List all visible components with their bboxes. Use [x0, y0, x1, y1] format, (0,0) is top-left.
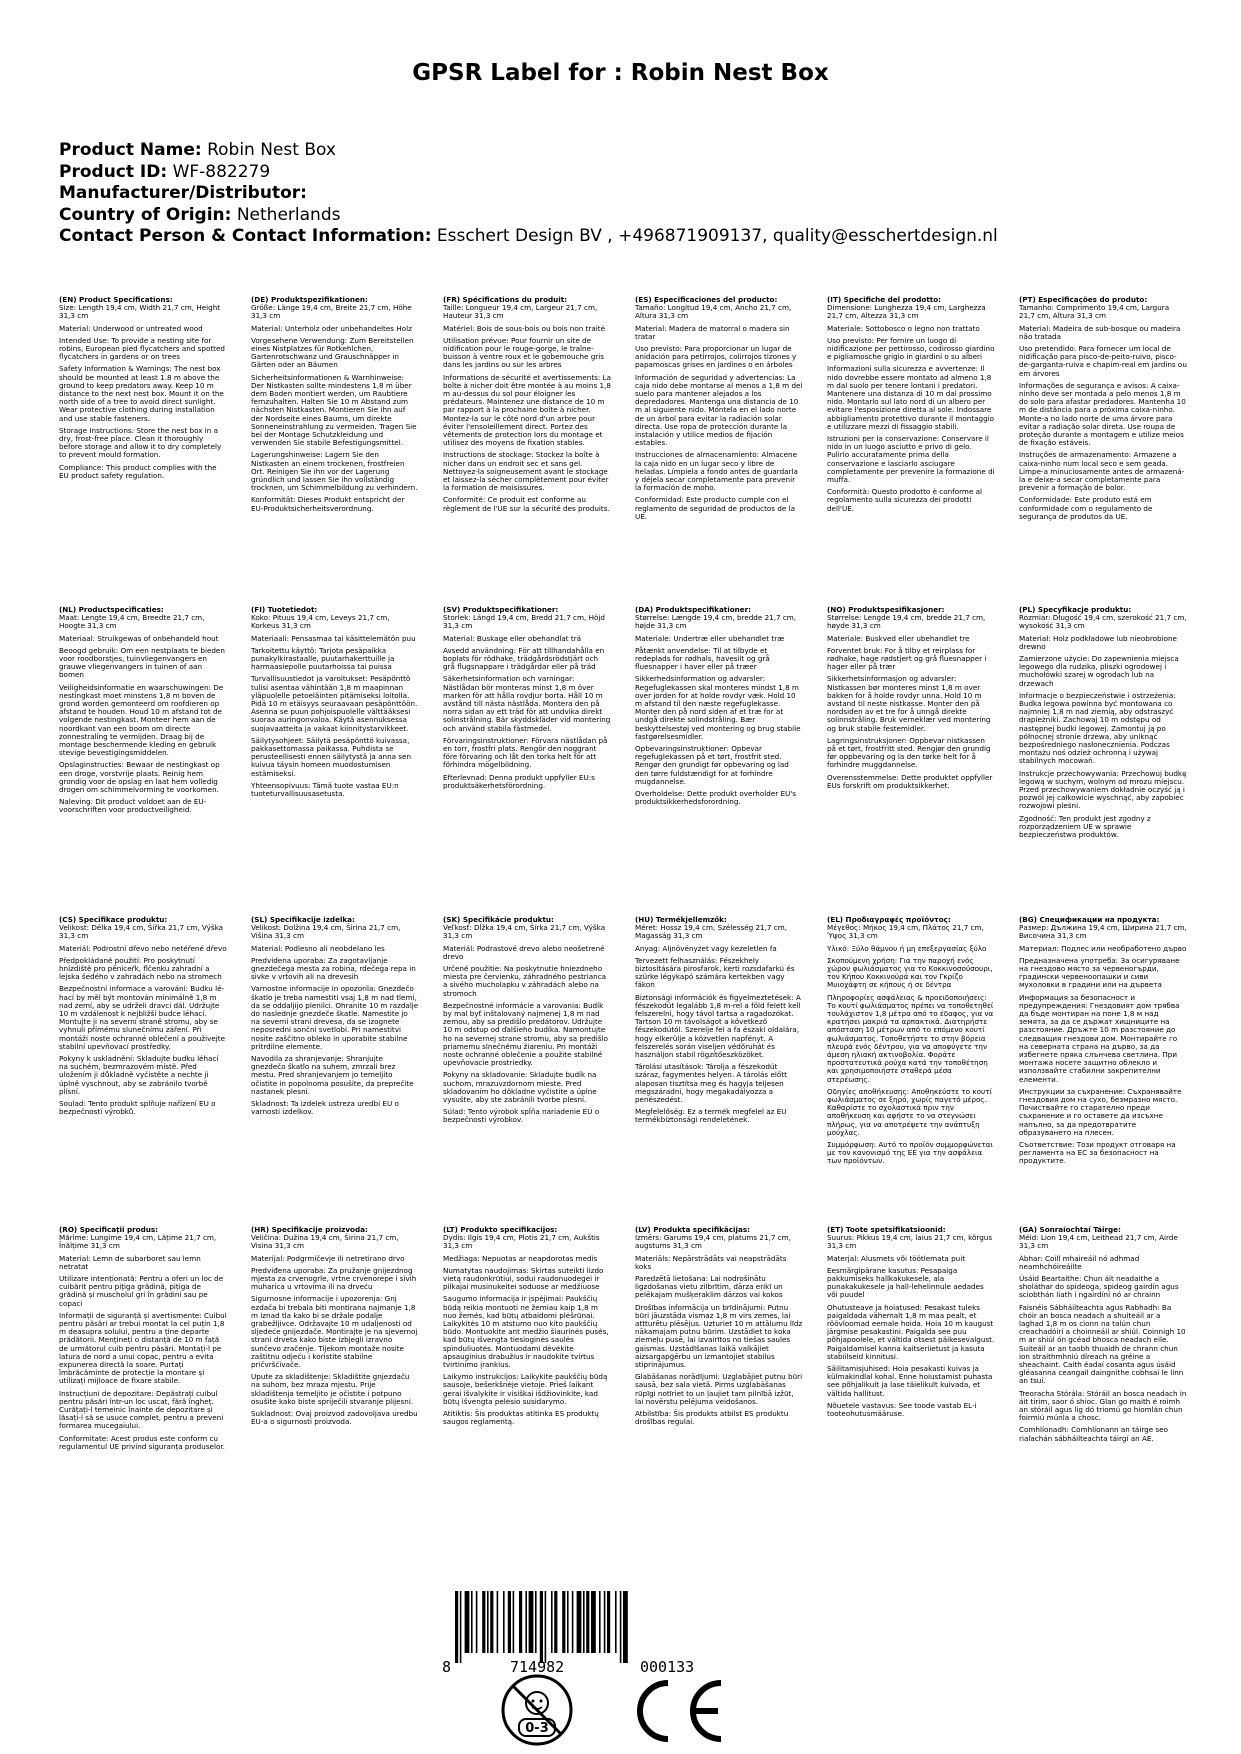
language-paragraph: Instrucciones de almacenamiento: Almacene la caja nido en un lugar seco y libre de heladas. Límpiela a fondo antes de guardarla y déjela secar completamente para prevenir la formación de moho.: [635, 450, 798, 493]
barcode-bar: [551, 1591, 553, 1653]
language-paragraph: Soulad: Tento produkt splňuje nařízení EU o bezpečnosti výrobků.: [59, 1099, 216, 1117]
language-paragraph: Materiāls: Nepārstrādāts vai neapstrādāts koks: [635, 1253, 787, 1271]
language-paragraph: Ohutusteave ja hoiatused: Pesakast tuleks paigaldada vähemalt 1,8 m maa pealt, et röövloomad eemale hoida. Hoia 10 m kaugust järgmise pesakastini. Paigalda see puu põhjapoolele, et vältida otsest päikesevalgust. Paigaldamisel kanna kaitseriietust ja kasuta stabiilseid kinnitusi.: [827, 1302, 995, 1361]
product-info-row: [59, 226, 1189, 248]
language-paragraph: Informações de segurança e avisos: A caixa-ninho deve ser montada a pelo menos 1,8 m do solo para afastar predadores. Mantenha 10 m de distância para a próxima caixa-ninho. Monte-a no lado norte de uma árvore para evitar a radiação solar direta. Use roupa de proteção durante a montagem e utilize meios de fixação estáveis.: [1019, 380, 1186, 448]
barcode-bar: [535, 1591, 537, 1653]
language-paragraph: Storlek: Längd 19,4 cm, Bredd 21,7 cm, Höjd 31,3 cm: [443, 613, 605, 631]
language-heading: (DA) Produktspecifikationer:: [635, 606, 752, 614]
barcode-bar: [460, 1591, 462, 1663]
language-block: [1019, 916, 1187, 1206]
language-paragraph: Vorgesehene Verwendung: Zum Bereitstellen eines Nistplatzes für Rotkehlchen, Gartenrotschwanz und Grauschnäpper in Gärten oder an Bäumen: [251, 335, 414, 370]
language-paragraph: Treoracha Stórála: Stóráil an bosca neadach in áit tirim, saor ó shioc. Glan go maith é roimh an stóráil agus lig dó triomú go hiomlán chun foirmiú múnla a chosc.: [1019, 1388, 1187, 1423]
language-heading: (LV) Produkta specifikācijas:: [635, 1226, 750, 1234]
language-paragraph: Compliance: This product complies with the EU product safety regulation.: [59, 462, 217, 480]
language-block: [251, 1226, 419, 1516]
language-paragraph: Yhteensopivuus: Tämä tuote vastaa EU:n tuoteturvallisuusasetusta.: [251, 780, 399, 799]
language-paragraph: Numatytas naudojimas: Skirtas suteikti lizdo vietą raudonkrūtiui, sodui raudonuodegei ir pilkajai musinukeitei soduose ar medžiuose: [443, 1265, 604, 1292]
language-paragraph: Materijal: Podgrmičevje ili netretirano drvo: [251, 1253, 405, 1263]
language-heading: (SK) Špecifikácie produktu:: [443, 916, 554, 924]
language-heading: (NO) Produktspesifikasjoner:: [827, 606, 945, 614]
language-heading: (RO) Specificații produs:: [59, 1226, 158, 1234]
language-paragraph: Veličina: Dužina 19,4 cm, Širina 21,7 cm, Visina 31,3 cm: [251, 1233, 399, 1251]
barcode-bar: [497, 1591, 499, 1653]
language-paragraph: Pokyny k uskladnění: Skladujte budku léhací na suchém, bezmrazovém místě. Před uložením ji důkladně vyčistěte a nechte ji úplně vyschnout, aby se zabránilo tvorbě plísní.: [59, 1054, 219, 1096]
barcode-bar: [503, 1591, 505, 1653]
language-heading: (CS) Specifikace produktu:: [59, 916, 168, 924]
barcode-bar: [604, 1591, 606, 1653]
language-paragraph: Koko: Pituus 19,4 cm, Leveys 21,7 cm, Korkeus 31,3 cm: [251, 613, 390, 631]
barcode-bar: [476, 1591, 478, 1653]
ce-mark-icon: [640, 1683, 721, 1739]
barcode-bar: [513, 1591, 515, 1653]
language-block: [1019, 1226, 1187, 1516]
language-paragraph: Información de seguridad y advertencias: La caja nido debe montarse al menos a 1,8 m del suelo para mantener alejados a los depredadores. Mantenga una distancia de 10 m al siguiente nido. Móntela en el lado norte de un árbol para evitar la radiación solar directa. Use ropa de protección durante la instalación y utilice medios de fijación estables.: [635, 372, 803, 448]
barcode-bar: [554, 1591, 557, 1653]
language-heading: (BG) Спецификации на продукта:: [1019, 916, 1160, 924]
language-heading: (GA) Sonraíochtaí Táirge:: [1019, 1226, 1121, 1234]
language-paragraph: Uso previsto: Para proporcionar un lugar de anidación para petirrojos, colirrojos tizones y papamoscas grises en jardines o en árboles: [635, 344, 797, 370]
language-paragraph: Materiale: Buskved eller ubehandlet tre: [827, 633, 970, 643]
language-heading: (FI) Tuotetiedot:: [251, 606, 318, 614]
barcode-digit-group: 8: [442, 1658, 452, 1676]
language-paragraph: Súlad: Tento výrobok spĺňa nariadenie EÚ o bezpečnosti výrobkov.: [443, 1107, 600, 1125]
language-paragraph: Méid: Lion 19,4 cm, Leithead 21,7 cm, Airde 31,3 cm: [1019, 1233, 1178, 1251]
language-paragraph: Saugumo informacija ir įspėjimai: Paukščių būdą reikia montuoti ne žemiau kaip 1,8 m nuo žemės, kad būtų atbaidomi plėšrūnai. Laikykitės 10 m atstumo nuo kito paukščių būdo. Montuokite ant medžio šiaurinės pusės, kad būtų išvengta tiesioginės saulės spinduliuotės. Montuodami dėvėkite apsauginius drabužius ir naudokite tvirtus tvirtinimo įrankius.: [443, 1294, 609, 1370]
language-paragraph: Säilytysohjeet: Säilytä pesäpönttö kuivassa, pakkasettomassa paikassa. Puhdista se perusteellisesti ennen säilytystä ja anna sen kuivua täysin homeen muodostumisen estämiseksi.: [251, 735, 412, 778]
language-heading: (LT) Produkto specifikacijos:: [443, 1226, 558, 1234]
product-info-value: Netherlands: [236, 204, 341, 225]
barcode-bar: [455, 1591, 458, 1663]
language-paragraph: Предназначена употреба: За осигуряване на гнездово място за червеногърди, градински червеноопашки и сиви мухоловки в градини или на дървета: [1019, 955, 1180, 990]
barcode-bar: [471, 1591, 473, 1653]
language-paragraph: Intended Use: To provide a nesting site for robins, European pied flycatchers and spotted flycatchers in gardens or on trees: [59, 335, 225, 362]
barcode-digit-group: 000133: [640, 1658, 695, 1676]
language-paragraph: Sikkerhedsinformation og advarsler: Regefuglekassen skal monteres mindst 1,8 m over jorden for at holde rovdyr væk. Hold 10 m afstand til den næste regefuglekasse. Monter den på nord siden af et træ for at undgå direkte solindstråling. Bær beskyttelsestøj ved montering og brug stabile fastgørelsesmidler.: [635, 674, 801, 741]
language-paragraph: Bezpečnostní informace a varování: Budku léhací by měl být montován minimálně 1,8 m nad zemí, aby se udrželi dravci dál. Udržujte 10 m vzdálenost k nejbližší budce léhací. Montujte ji na severní straně stromu, aby se vyhnuli přímému slunečnímu záření. Při montáži noste ochranné oblečení a použivejte stabilní upevňovací prostředky.: [59, 984, 226, 1051]
language-paragraph: Veľkosť: Dĺžka 19,4 cm, Šírka 21,7 cm, Výška 31,3 cm: [443, 923, 606, 941]
language-block: [443, 916, 611, 1206]
language-heading: (EL) Προδιαγραφές προϊόντος:: [827, 916, 951, 924]
language-block: [443, 1226, 611, 1516]
language-paragraph: Ábhar: Coill mhaireáil nó adhmad neamhchóireáilte: [1019, 1253, 1140, 1271]
product-info-row: [59, 140, 1189, 162]
language-paragraph: Atitiktis: Šis produktas atitinka ES produktų saugos reglamentą.: [443, 1409, 599, 1427]
barcode-bar: [599, 1591, 601, 1653]
language-paragraph: Anyag: Aljnövényzet vagy kezeletlen fa: [635, 943, 777, 953]
language-paragraph: Velikost: Dolžina 19,4 cm, Širina 21,7 cm, Višina 31,3 cm: [251, 923, 401, 941]
language-paragraph: Maat: Lengte 19,4 cm, Breedte 21,7 cm, Hoogte 31,3 cm: [59, 613, 205, 631]
language-heading: (ET) Toote spetsifikatsioonid:: [827, 1226, 946, 1234]
language-paragraph: Predviđena uporaba: Za pružanje gnijezdnog mjesta za crvenogrle, vrtne crvenorepe i sivih muharica u vrtovima ili na drveću: [251, 1265, 417, 1292]
language-block: [827, 1226, 995, 1516]
language-paragraph: Materiál: Podrastové drevo alebo neošetrené drevo: [443, 943, 605, 961]
language-paragraph: Varnostne informacije in opozorila: Gnezdečo škatlo je treba namestiti vsaj 1,8 m nad tlemi, da se oddaljijo plenilci. Ohranite 10 m razdalje do naslednje gnezdeče škatle. Namestite jo na severni strani drevesa, da se izognete neposredni sončni svetlobi. Pri namestitvi nosite zaščitno obleko in uporabite stabilne pritrdilne elemente.: [251, 984, 419, 1051]
language-paragraph: Určené použitie: Na poskytnutie hniezdneho miesta pre červienku, záhradného pestrianca a sivého mucholapku v záhradách alebo na stromoch: [443, 964, 607, 998]
language-heading: (EN) Product Specifications:: [59, 296, 173, 304]
language-paragraph: Materiał: Holz podkładowe lub nieobrobione drewno: [1019, 633, 1177, 651]
product-info-row: [59, 205, 1189, 227]
language-paragraph: Pokyny na skladovanie: Skladujte budík na suchom, mrazuvzdornom mieste. Pred skladovaním ho dôkladne vyčistite a úplne vysušte, aby ste zabránili tvorbe plesní.: [443, 1070, 597, 1105]
language-block: [59, 606, 227, 896]
language-paragraph: Material: Madera de matorral o madera sin tratar: [635, 323, 790, 341]
language-paragraph: Izmērs: Garums 19,4 cm, platums 21,7 cm, augstums 31,3 cm: [635, 1233, 791, 1251]
language-paragraph: Dimensione: Lunghezza 19,4 cm, Larghezza 21,7 cm, Altezza 31,3 cm: [827, 303, 986, 321]
language-paragraph: Eesmärgipärane kasutus: Pesapaiga pakkumiseks hallkakukesele, ala punakakukesele ja hall-lehelinnule aedades või puudel: [827, 1265, 984, 1300]
language-paragraph: Veiligheidsinformatie en waarschuwingen: De nestingkast moet minstens 1,8 m boven de grond worden gemonteerd om roofdieren op afstand te houden. Houd 10 m afstand tot de volgende nestingkast. Monteer hem aan de noordkant van een boom om directe zonnestraling te vermijden. Draag bij de montage beschermende kleding en gebruik stevige bevestigingsmiddelen.: [59, 682, 224, 758]
language-block: [59, 296, 227, 586]
language-paragraph: Lagringsinstruksjoner: Oppbevar nistkassen på et tørt, frostfritt sted. Rengjør den grundig før oppbevaring og la den tørke helt for å forhindre muggdannelse.: [827, 735, 991, 770]
language-paragraph: Instrukcje przechowywania: Przechowuj budkę legową w suchym, wolnym od mrozu miejscu. Przed przechowywaniem dokładnie oczyść ją i pozwól jej całkowicie wyschnąć, aby zapobiec rozwojowi pleśni.: [1019, 768, 1187, 811]
language-heading: (HR) Specifikacije proizvoda:: [251, 1226, 368, 1234]
language-block: [251, 916, 419, 1206]
language-paragraph: Zgodność: Ten produkt jest zgodny z rozporządzeniem UE w sprawie bezpieczeństwa produktów.: [1019, 813, 1151, 840]
barcode-bar: [519, 1591, 522, 1653]
language-paragraph: Navodila za shranjevanje: Shranjujte gnezdečo škatlo na suhem, zmrzali brez mestu. Pred shranjevanjem jo temeljito očistite in popolnoma posušite, da preprečite nastanek plesni.: [251, 1054, 414, 1096]
language-paragraph: Medžiaga: Nepuotas ar neapdorotas medis: [443, 1253, 598, 1263]
language-paragraph: Úsáid Beartaithe: Chun áit neadaithe a sholáthar do spideoga, spideog gairdín agus sciobthán liath i ngairdíní nó ar chrainn: [1019, 1274, 1179, 1300]
language-heading: (ES) Especificaciones del producto:: [635, 296, 778, 304]
language-paragraph: Materiale: Undertræ eller ubehandlet træ: [635, 633, 785, 643]
language-paragraph: Υλικό: Ξύλο θάμνου ή μη επεξεργασίας ξύλο: [827, 943, 987, 953]
language-paragraph: Glabāšanas norādījumi: Uzglabājiet putnu būri sausā, bez sala vietā. Pirms uzglabāšanas rūpīgi notīriet to un ļaujiet tam pilnībā izžūt, lai novērstu pelējuma veidošanos.: [635, 1372, 803, 1406]
language-paragraph: Beoogd gebruik: Om een nestplaats te bieden voor roodborstjes, tuinvliegenvangers en grauwe vliegenvangers in tuinen of aan bomen: [59, 645, 225, 680]
language-paragraph: Safety Information & Warnings: The nest box should be mounted at least 1.8 m above the ground to keep predators away. Keep 10 m distance to the next nest box. Mount it on the north side of a tree to avoid direct sunlight. Wear protective clothing during installation and use stable fasteners.: [59, 364, 224, 423]
language-paragraph: Размер: Дължина 19,4 cm, Ширина 21,7 cm, Височина 31,3 cm: [1019, 923, 1187, 941]
language-paragraph: Conformitate: Acest produs este conform cu regulamentul UE privind siguranța produselor.: [59, 1433, 225, 1451]
language-paragraph: Informații de siguranță și avertismente: Cuibul pentru păsări ar trebui montat la cel puțin 1,8 m deasupra solului, pentru a ține departe prădătorii. Mențineți o distanță de 10 m față de următorul cuib pentru păsări. Montați-l pe latura de nord a unui copac, pentru a evita expunerea directă la soare. Purtați îmbrăcăminte de protecție la montare și utilizați mijloace de fixare stabile.: [59, 1310, 227, 1386]
age-warning-0-3-icon: [503, 1676, 571, 1744]
language-paragraph: Nõuetele vastavus: See toode vastab EL-i tooteohutusmääruse.: [827, 1400, 977, 1419]
language-block: [827, 916, 995, 1206]
language-paragraph: Συμμόρφωση: Αυτό το προϊόν συμμορφώνεται με τον κανονισμό της ΕΕ για την ασφάλεια των προϊόντων.: [827, 1140, 993, 1166]
language-block: [443, 606, 611, 896]
product-info-label: Product Name:: [59, 140, 202, 160]
language-paragraph: Инструкции за съхранение: Съхранявайте гнездовия дом на сухо, безмразно място. Почиствайте го старателно преди съхранение и го оставете да изсъхне напълно, за да предотвратите образуването на плесен.: [1019, 1086, 1182, 1137]
page-title: GPSR Label for : Robin Nest Box: [412, 60, 829, 86]
language-paragraph: Utilizare intenționată: Pentru a oferi un loc de cuibărit pentru pițiga grădină, pițiga de grădină și muscholul gri în grădini sau pe copaci: [59, 1274, 224, 1308]
language-paragraph: Matériel: Bois de sous-bois ou bois non traité: [443, 323, 605, 333]
language-paragraph: Laikymo instrukcijos: Laikykite paukščių būdą sausoje, bešerkšnėje vietoje. Prieš laikant gerai išvalykite ir visiškai išdžiovinkite, kad būtų išvengta pelėsio susidarymo.: [443, 1372, 608, 1406]
language-paragraph: Drošības informācija un brīdinājumi: Putnu būri jāuzstāda vismaz 1,8 m virs zemes, lai attturētu plēsējus. Uzturiet 10 m attālumu līdz nākamajam putnu būrim. Uzstādiet to koka ziemeļu pusē, lai izvairītos no tiešas saules gaismas. Uzstādīšanas laikā valkājiet aizsargapģērbu un izmantojiet stabilus stiprinājumus.: [635, 1302, 803, 1370]
language-paragraph: Zamierzone użycie: Do zapewnienia miejsca legowego dla rudzika, pliszki ogrodowej i muchołówki szarej w ogrodach lub na drzewach: [1019, 654, 1179, 688]
language-paragraph: Overholdelse: Dette produkt overholder EU's produktsikkerhedsforordning.: [635, 789, 797, 807]
language-paragraph: Efterlevnad: Denna produkt uppfyller EU:s produktsäkerhetsförordning.: [443, 772, 595, 790]
barcode-bar: [577, 1591, 582, 1653]
product-info: [59, 140, 1189, 248]
language-block: [443, 296, 611, 586]
language-paragraph: Naleving: Dit product voldoet aan de EU-voorschriften voor productveiligheid.: [59, 797, 207, 815]
language-block: [635, 296, 803, 586]
language-paragraph: Material: Madeira de sub-bosque ou madeira não tratada: [1019, 323, 1181, 341]
language-paragraph: Förvaringsinstruktioner: Förvara nästlådan på en torr, frostfri plats. Rengör den noggrant före förvaring och låt den torka helt för att förhindra mögelbildning.: [443, 735, 608, 770]
svg-text:0-3: 0-3: [525, 1721, 549, 1736]
language-heading: (SL) Specifikacije izdelka:: [251, 916, 355, 924]
compliance-icons: [500, 1673, 740, 1748]
barcode-bar: [465, 1591, 470, 1653]
language-paragraph: Conformidad: Este producto cumple con el reglamento de seguridad de productos de la UE.: [635, 495, 795, 521]
language-heading: (HU) Termékjellemzők:: [635, 916, 727, 924]
barcode-bar: [529, 1591, 534, 1653]
product-info-label: Country of Origin:: [59, 204, 232, 225]
language-paragraph: Sukladnost: Ovaj proizvod zadovoljava uredbu EU-a o sigurnosti proizvoda.: [251, 1409, 418, 1427]
language-paragraph: Tarkoitettu käyttö: Tarjota pesäpaikka punakylkirastaalle, puutarhakerttuille ja harmaasiepolle puutarhoissa tai puissa: [251, 645, 395, 672]
language-paragraph: Avsedd användning: För att tillhandahålla en boplats för rödhake, trädgårdsrödstjärt och grå flugsnappare i trädgårdar eller på träd: [443, 645, 605, 672]
barcode-bar: [572, 1591, 574, 1653]
barcode-bar: [487, 1591, 489, 1653]
barcode-bar: [525, 1591, 527, 1653]
language-heading: (NL) Productspecificaties:: [59, 606, 164, 614]
language-block: [827, 606, 995, 896]
language-block: [1019, 296, 1187, 586]
language-paragraph: Materiaal: Struikgewas of onbehandeld hout: [59, 633, 219, 643]
barcode-bar: [562, 1591, 565, 1653]
language-paragraph: Conformità: Questo prodotto è conforme al regolamento sulla sicurezza dei prodotti dell'UE.: [827, 487, 983, 513]
product-info-value: WF-882279: [172, 161, 271, 182]
language-paragraph: Size: Length 19,4 cm, Width 21,7 cm, Height 31,3 cm: [59, 303, 221, 321]
language-paragraph: Conformité: Ce produit est conforme au règlement de l'UE sur la sécurité des produits.: [443, 495, 610, 513]
language-block: [635, 606, 803, 896]
language-block: [827, 296, 995, 586]
language-heading: (IT) Specifiche del prodotto:: [827, 296, 942, 304]
language-paragraph: Comhlíonadh: Comhlíonann an táirge seo rialachán sábháilteachta táirgí an AE.: [1019, 1425, 1168, 1443]
language-paragraph: Předpokládané použití: Pro poskytnutí hnízdiště pro pěniceřk, flčenku zahradní a lejska šedého v zahradách nebo na stromech: [59, 955, 222, 982]
language-heading: (SV) Produktspecifikationer:: [443, 606, 559, 614]
language-paragraph: Konformität: Dieses Produkt entspricht der EU-Produktsicherheitsverordnung.: [251, 495, 405, 513]
product-info-label: Manufacturer/Distributor:: [59, 183, 307, 203]
barcode-bar: [482, 1591, 485, 1653]
barcode-bar: [586, 1591, 589, 1653]
language-paragraph: Материал: Подлес или необработено дърво: [1019, 943, 1187, 953]
language-paragraph: Informacje o bezpieczeństwie i ostrzeżenia: Budka legowa powinna być montowana co najmniej 1,8 m nad ziemią, aby odstraszyć drapieżniki. Zachowaj 10 m odstępu od następnej budki legowej. Zamontuj ją po północnej stronie drzewa, aby uniknąć bezpośredniego nasłonecznienia. Podczas montażu noś odzież ochronną i używaj stabilnych mocowań.: [1019, 690, 1176, 766]
language-paragraph: Bezpečnostné informácie a varovania: Budík by mal byť inštalovaný najmenej 1,8 m nad zemou, aby sa predišlo predátorov. Udržujte 10 m odstup od ďalšieho budíka. Namontujte ho na severnej strane stromu, aby sa predišlo priamemu slnečnému žiareniu. Pri montáži noste ochranné oblečenie a použite stabilné upevňovacie prostriedky.: [443, 1000, 608, 1068]
barcode-bar: [615, 1591, 617, 1653]
language-paragraph: Størrelse: Længde 19,4 cm, bredde 21,7 cm, højde 31,3 cm: [635, 613, 797, 631]
language-paragraph: Velikost: Délka 19,4 cm, Šířka 21,7 cm, Výška 31,3 cm: [59, 923, 224, 941]
language-paragraph: Uso pretendido: Para fornecer um local de nidificação para pisco-de-peito-ruivo, pisco-de-garganta-ruiva e chapim-real em jardins ou em árvores: [1019, 344, 1187, 378]
language-paragraph: Информация за безопасност и предупреждения: Гнездовият дом трябва да бъде монтиран на поне 1,8 м над земята, за да се държат хищниците на разстояние. Дръжте 10 m разстояние до следващия гнездови дом. Монтирайте го на северната страна на дърво, за да избегнете пряка слънчева светлина. При монтажа носете защитно облекло и използвайте стабилни закрепителни елементи.: [1019, 992, 1180, 1084]
language-paragraph: Tárolási utasítások: Tárolja a fészekodút száraz, fagymentes helyen. A tárolás előtt alaposan tisztítsa meg és hagyja teljesen megszáradni, hogy megakadályozza a penészedést.: [635, 1062, 787, 1105]
language-paragraph: Съответствие: Този продукт отговаря на регламента на ЕС за безопасност на продуктите.: [1019, 1140, 1176, 1166]
language-paragraph: Rozmiar: Długość 19,4 cm, szerokość 21,7 cm, wysokość 31,3 cm: [1019, 613, 1187, 631]
language-paragraph: Megfelelőség: Ez a termék megfelel az EU termékbiztonsági rendeletének.: [635, 1107, 787, 1125]
language-paragraph: Taille: Longueur 19,4 cm, Largeur 21,7 cm, Hauteur 31,3 cm: [443, 303, 598, 321]
barcode-bar: [620, 1591, 622, 1663]
language-block: [251, 606, 419, 896]
language-heading: (PL) Specyfikacje produktu:: [1019, 606, 1132, 614]
language-block: [635, 1226, 803, 1516]
language-paragraph: Informazioni sulla sicurezza e avvertenze: Il nido dovrebbe essere montato ad almeno 1,8 m dal suolo per tenere lontani i predatori. Mantenere una distanza di 10 m dal prossimo nido. Montarlo sul lato nord di un albero per evitare l'esposizione diretta al sole. Indossare abbigliamento protettivo durante il montaggio e utilizzare mezzi di fissaggio stabili.: [827, 364, 995, 431]
language-paragraph: Storage Instructions: Store the nest box in a dry, frost-free place. Clean it thoroughly before storage and allow it to dry completely to prevent mould formation.: [59, 425, 222, 460]
product-info-row: [59, 162, 1189, 184]
language-paragraph: Tervezett felhasználás: Fészekhely biztosítására pirosfarok, kerti rozsdafarkú és szürke légykapó számára kertekben vagy fákon: [635, 955, 795, 990]
product-info-value: Robin Nest Box: [207, 140, 336, 160]
language-paragraph: Material: Unterholz oder unbehandeltes Holz: [251, 323, 412, 333]
language-paragraph: Sigurnosne informacije i upozorenja: Gnj ezdača bi trebala biti montirana najmanje 1,8 m iznad tla kako bi se držale podalje grabežljivce. Održavajte 10 m udaljenosti od sljedeće gnijezdače. Montirajte je na sjevernoj strani drveta kako biste izbjegli izravno sunčevo zračenje. Tijekom montaže nosite zaštitnu odjeću i koristite stabilne pričvršćivače.: [251, 1294, 418, 1370]
language-paragraph: Größe: Länge 19,4 cm, Breite 21,7 cm, Höhe 31,3 cm: [251, 303, 412, 321]
language-paragraph: Uso previsto: Per fornire un luogo di nidificazione per pettirosso, codirosso giardino e pigliamosche grigio in giardini o su alberi: [827, 335, 995, 362]
language-paragraph: Instrucțiuni de depozitare: Depăstrați cuibul pentru păsări într-un loc uscat, fără îngheț. Curățați-l temeinic înainte de depozitare și lăsați-l să se usuce complet, pentru a preveni formarea mucegaiului.: [59, 1388, 224, 1431]
language-block: [635, 916, 803, 1206]
language-block: [1019, 606, 1187, 896]
language-paragraph: Material: Podlesno ali neobdelano les: [251, 943, 385, 953]
barcode-bar: [591, 1591, 596, 1653]
barcode-bar: [623, 1591, 628, 1663]
language-paragraph: Paredzētā lietošana: Lai nodrošinātu ligzdošanas vietu zilbrītim, dārza erikī un pelēkajam mušķeraklim dārzos vai kokos: [635, 1274, 783, 1300]
language-paragraph: Πληροφορίες ασφάλειας & προειδοποιήσεις: Το κουτί φωλιάσματος πρέπει να τοποθετηθεί τουλάχιστον 1,8 μέτρα από το έδαφος, για να κρατήσει μακριά τα αρπακτικά. Διατηρήστε απόσταση 10 μέτρων από το επόμενο κουτί φωλιάσματος. Τοποθετήστε το στην βόρεια πλευρά ενός δέντρου, για να αποφύγετε την άμεση ηλιακή ακτινοβολία. Φοράτε προστατευτικά ρούχα κατά την τοποθέτηση και χρησιμοποιήστε σταθερά μέσα στερέωσης.: [827, 992, 994, 1084]
language-paragraph: Suurus: Pikkus 19,4 cm, laius 21,7 cm, kõrgus 31,3 cm: [827, 1233, 993, 1251]
language-paragraph: Istruzioni per la conservazione: Conservare il nido in un luogo asciutto e privo di gelo. Pulirlo accuratamente prima della conservazione e lasciarlo asciugare completamente per prevenire la formazione di muffa.: [827, 434, 995, 485]
product-info-label: Product ID:: [59, 161, 168, 182]
language-paragraph: Størrelse: Lengde 19,4 cm, bredde 21,7 cm, høyde 31,3 cm: [827, 613, 986, 631]
language-paragraph: Skladnost: Ta izdelek ustreza uredbi EU o varnosti izdelkov.: [251, 1099, 399, 1117]
product-info-row: [59, 183, 1189, 205]
language-paragraph: Material: Lemn de subarboret sau lemn netratat: [59, 1253, 201, 1271]
language-heading: (DE) Produktspezifikationen:: [251, 296, 368, 304]
language-paragraph: Faisnéis Sábháilteachta agus Rabhadh: Ba chóir an bosca neadach a shuiteáil ar a laghad 1,8 m os cionn na talún chun creachadóirí a choinneáil ar shiúl. Coinnigh 10 m ar shiúl ón gcéad bhosca neadach eile. Suiteáil ar an taobh thuaidh de chrann chun ion straithmhniú díreach na gréine a sheachaint. Caith éadaí cosanta agus úsáid gléasanna ceangail daingnithe cobhsaí le linn an tsuí.: [1019, 1302, 1186, 1386]
language-paragraph: Dydis: Ilgis 19,4 cm, Plotis 21,7 cm, Aukštis 31,3 cm: [443, 1233, 600, 1251]
barcode-bar: [607, 1591, 610, 1653]
language-paragraph: Forventet bruk: For å tilby et reirplass for rødhake, hage rødstjert og grå fluesnapper i hager eller på trær: [827, 645, 987, 672]
barcode-bar: [567, 1591, 569, 1653]
language-paragraph: Turvallisuustiedot ja varoitukset: Pesäpönttö tulisi asentaa vähintään 1,8 m maapinnan yläpuolelle petoeläinten pitämiseksi loitolla. Pidä 10 m etäisyys seuraavaan pesäpönttöön. Asenna se puun pohjoispuolelle välttääksesi suoraa auringonvaloa. Käytä asennuksessa suojavaatteita ja vakaat kiinnitystarvikkeet.: [251, 674, 418, 733]
language-paragraph: Lagerungshinweise: Lagern Sie den Nistkasten an einem trockenen, frostfreien Ort. Reinigen Sie ihn vor der Lagerung gründlich und lassen Sie ihn vollständig trocknen, um Schimmelbildung zu verhindern.: [251, 450, 418, 493]
language-paragraph: Σκοπούμενη χρήση: Για την παροχή ενός χώρου φωλιάσματος για το Κοκκινοσούσουρι, τον Κήπου Κοκκινούρά και τον Γκρίζο Μυιοχάφτη σε κήπους ή σε δέντρα: [827, 955, 993, 990]
language-paragraph: Biztonsági információk és figyelmeztetések: A fészekodút legalább 1,8 m-rel a föld felett kell felszerelni, hogy távol tartsa a ragadozókat. Tartson 10 m távolságot a következő fészekodútól. Szerelje fel a fa északi oldalára, hogy elkerülje a közvetlen napfényt. A felszerelés során viseljen védőruhát és használjon stabil rögzítőeszközöket.: [635, 992, 801, 1060]
language-paragraph: Material: Underwood or untreated wood: [59, 323, 203, 333]
barcode-bar: [545, 1591, 547, 1663]
language-paragraph: Materiale: Sottobosco o legno non trattato: [827, 323, 980, 333]
language-paragraph: Opslaginstructies: Bewaar de nestingkast op een droge, vorstvrije plaats. Reinig hem grondig voor de opslag en laat hem volledig drogen om schimmelvorming te voorkomen.: [59, 760, 220, 795]
language-paragraph: Atbilstība: Šis produkts atbilst ES produktu drošības regulai.: [635, 1409, 789, 1427]
language-paragraph: Säilitamisjuhised: Hoia pesakasti kuivas ja külmakindlal kohal. Enne hoiustamist puhasta see põhjalikult ja lase täielikult kuivada, et vältida hallitust.: [827, 1364, 993, 1398]
language-paragraph: Material: Buskage eller obehandlat trä: [443, 633, 582, 643]
language-paragraph: Sikkerhetsinformasjon og advarsler: Nistkassen bør monteres minst 1,8 m over bakken for å holde rovdyr unna. Hold 10 m avstand til neste nistkasse. Monter den på nordsiden av et tre for å unngå direkte solinnstråling. Bruk verneklær ved montering og bruk stabile festemidler.: [827, 674, 991, 733]
language-paragraph: Informations de sécurité et avertissements: La boîte à nicher doit être montée à au moins 1,8 m au-dessus du sol pour éloigner les prédateurs. Maintenez une distance de 10 m par rapport à la prochaine boîte à nicher. Montez-la sur le côté nord d'un arbre pour éviter l'ensoleillement direct. Portez des vêtements de protection lors du montage et utilisez des moyens de fixation stables.: [443, 372, 611, 448]
language-block: [59, 1226, 227, 1516]
barcode-bar: [490, 1591, 493, 1653]
language-paragraph: Overensstemmelse: Dette produktet oppfyller EUs forskrift om produktsikkerhet.: [827, 772, 993, 790]
product-info-label: Contact Person & Contact Information:: [59, 226, 432, 246]
language-heading: (FR) Spécifications du produit:: [443, 296, 568, 304]
language-paragraph: Utilisation prévue: Pour fournir un site de nidification pour le rouge-gorge, le traîne-buisson à ventre roux et le gobemouche gris dans les jardins ou sur les arbres: [443, 335, 604, 370]
language-block: [251, 296, 419, 586]
language-paragraph: Tamaño: Longitud 19,4 cm, Ancho 21,7 cm, Altura 31,3 cm: [635, 303, 792, 321]
language-paragraph: Μέγεθος: Μήκος 19,4 cm, Πλάτος 21,7 cm, Ύψος 31,3 cm: [827, 923, 984, 941]
language-block: [59, 916, 227, 1206]
language-paragraph: Predvidena uporaba: Za zagotavljanje gnezdečega mesta za robina, rdečega repa in sivke v vrtovih ali na drevesih: [251, 955, 416, 982]
language-paragraph: Sicherheitsinformationen & Warnhinweise: Der Nistkasten sollte mindestens 1,8 m über dem Boden montiert werden, um Raubtiere fernzuhalten. Halten Sie 10 m Abstand zum nächsten Nistkasten. Montieren Sie ihn auf der Nordseite eines Baums, um direkte Sonneneinstrahlung zu vermeiden. Tragen Sie bei der Montage Schutzkleidung und verwenden Sie stabile Befestigungsmittel.: [251, 372, 417, 448]
language-paragraph: Tamanho: Comprimento 19,4 cm, Largura 21,7 cm, Altura 31,3 cm: [1019, 303, 1170, 321]
language-paragraph: Säkerhetsinformation och varningar: Nästlådan bör monteras minst 1,8 m över marken för att hålla rovdjur borta. Håll 10 m avstånd till nästa nästlåda. Montera den på norra sidan av ett träd för att undvika direkt solinstrålning. Bär skyddskläder vid montering och använd stabila fästmedel.: [443, 674, 611, 733]
language-paragraph: Οδηγίες αποθήκευσης: Αποθηκεύστε το κουτί φωλιάσματος σε ξηρό, χωρίς παγετό μέρος. Καθαρίστε το σχολαστικά πριν την αποθήκευση και αφήστε το να στεγνώσει πλήρως, για να αποτρέψετε την ανάπτυξη μούχλας.: [827, 1086, 992, 1137]
language-paragraph: Conformidade: Este produto está em conformidade com o regulamento de segurança de produtos da UE.: [1019, 495, 1153, 521]
language-paragraph: Materiaali: Pensasmaa tai käsittelemätön puu: [251, 633, 416, 643]
barcode-digit-group: 714982: [510, 1658, 565, 1676]
language-paragraph: Opbevaringsinstruktioner: Opbevar regefuglekassen på et tørt, frostfrit sted. Rengør den grundigt før opbevaring og lad den tørre fuldstændigt for at forhindre mugdannelse.: [635, 744, 789, 786]
language-paragraph: Materjal: Alusmets või töötlemata puit: [827, 1253, 966, 1263]
language-paragraph: Upute za skladištenje: Skladištite gnjezdaču na suhom, bez mraza mjestu. Prije skladištenja temeljito je očistite i potpuno osušite kako biste spriječili stvaranje plijesni.: [251, 1372, 414, 1406]
language-paragraph: Instructions de stockage: Stockez la boîte à nicher dans un endroit sec et sans gel. Nettoyez-la soigneusement avant le stockage et laissez-la sécher complètement pour éviter la formation de moisissures.: [443, 450, 609, 493]
product-info-value: Esschert Design BV , +496871909137, quality@esschertdesign.nl: [436, 226, 998, 246]
barcode-bar: [583, 1591, 585, 1653]
barcode-bar: [508, 1591, 511, 1653]
language-paragraph: Påtænkt anvendelse: Til at tilbyde et redeplads for rødhals, havesilt og grå fluesnapper i haver eller på træer: [635, 645, 770, 672]
language-paragraph: Méret: Hossz 19,4 cm, Szélesség 21,7 cm, Magasság 31,3 cm: [635, 923, 787, 941]
language-paragraph: Mărime: Lungime 19,4 cm, Lățime 21,7 cm, Înălțime 31,3 cm: [59, 1233, 217, 1251]
language-paragraph: Instruções de armazenamento: Armazene a caixa-ninho num local seco e sem geada. Limpe-a minuciosamente antes de armazená-la e deixe-a secar completamente para prevenir a formação de bolor.: [1019, 450, 1185, 493]
language-paragraph: Materiál: Podrostní dřevo nebo netéřené dřevo: [59, 943, 227, 953]
barcode-bar: [540, 1591, 543, 1663]
language-heading: (PT) Especificações do produto:: [1019, 296, 1148, 304]
